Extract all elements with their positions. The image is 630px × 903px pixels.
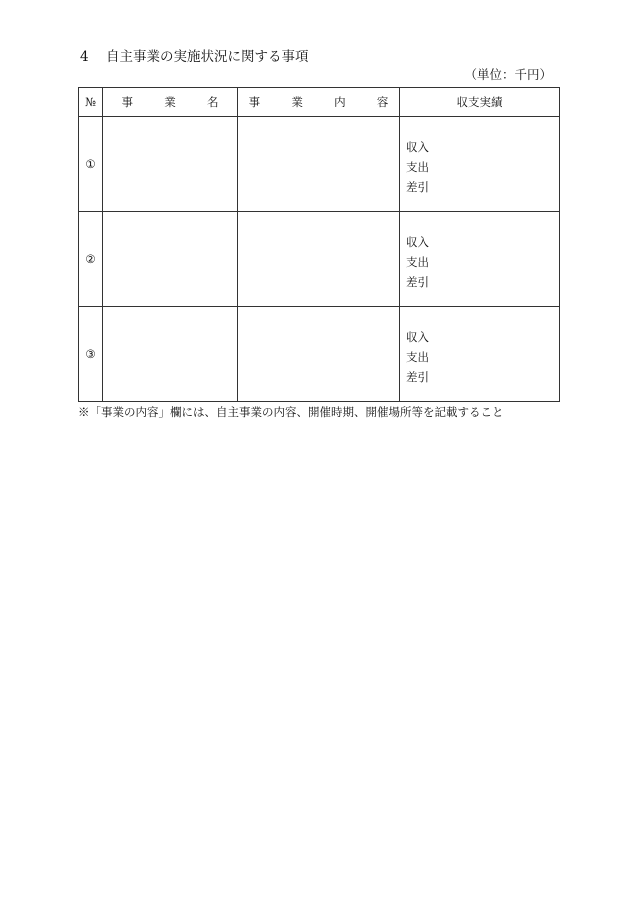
income-label: 収入: [406, 140, 429, 154]
header-no: №: [79, 88, 103, 117]
balance-label: 差引: [406, 275, 429, 289]
header-project-name: [103, 88, 238, 117]
result-cell[interactable]: [400, 307, 560, 402]
unit-note: （単位：千円）: [464, 67, 552, 82]
footnote: ※「事業の内容」欄には、自主事業の内容、開催時期、開催場所等を記載すること: [78, 405, 504, 419]
project-content-cell[interactable]: [238, 212, 400, 307]
table-header-row: [79, 88, 560, 117]
table-row: [79, 307, 560, 402]
balance-label: 差引: [406, 180, 429, 194]
row-marker: ①: [79, 117, 103, 212]
row-marker: ②: [79, 212, 103, 307]
project-content-cell[interactable]: [238, 117, 400, 212]
section-title: 自主事業の実施状況に関する事項: [106, 49, 309, 65]
header-project-content: [238, 88, 403, 117]
project-name-cell[interactable]: [103, 117, 238, 212]
expense-label: 支出: [406, 255, 429, 269]
section-heading: [80, 48, 309, 66]
header-income-expense-result: 収支実績: [400, 88, 560, 117]
result-cell[interactable]: [400, 117, 560, 212]
table-row: [79, 117, 560, 212]
expense-label: 支出: [406, 160, 429, 174]
expense-label: 支出: [406, 350, 429, 364]
project-name-cell[interactable]: [103, 212, 238, 307]
section-number: 4: [80, 49, 89, 65]
project-content-cell[interactable]: [238, 307, 400, 402]
result-cell[interactable]: [400, 212, 560, 307]
self-project-table: [78, 87, 560, 402]
income-label: 収入: [406, 235, 429, 249]
header-project-content-label: 事 業 内 容: [248, 95, 403, 109]
table-row: [79, 212, 560, 307]
result-lines: [400, 212, 559, 292]
income-label: 収入: [406, 330, 429, 344]
result-lines: [400, 117, 559, 197]
row-marker: ③: [79, 307, 103, 402]
result-lines: [400, 307, 559, 387]
project-name-cell[interactable]: [103, 307, 238, 402]
header-project-name-label: 事 業 名: [121, 95, 233, 109]
balance-label: 差引: [406, 370, 429, 384]
